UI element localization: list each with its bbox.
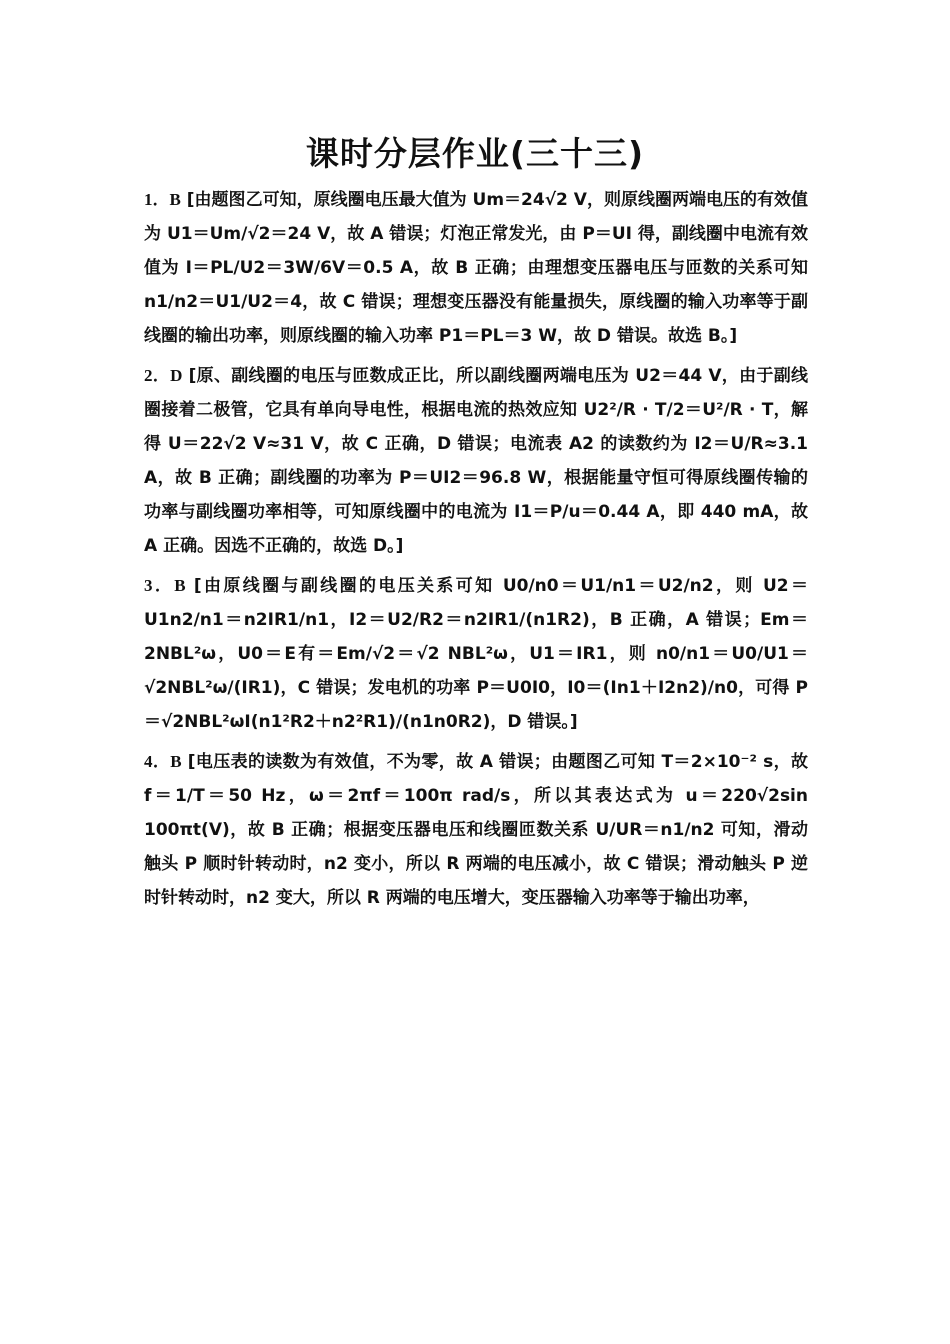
page-title: 课时分层作业(三十三) xyxy=(305,134,645,173)
answer-label: 4．B xyxy=(144,752,182,771)
answer-text: [电压表的读数为有效值，不为零，故 A 错误；由题图乙可知 T＝2×10⁻² s，故 f＝1/T＝50 Hz，ω＝2πf＝100π rad/s，所以其表达式为 u＝220√2sin 100πt(V)，故 B 正确；根据变压器电压和线圈匝数关系 U/UR＝n1/n2 可知，滑动触头 P 顺时针转动时，n2 变小，所以 R 两端的电压减小，故 C 错误；滑动触头 P 逆时针转动时，n2 变大，所以 R 两端的电压增大，变压器输入功率等于输出功率， xyxy=(144,752,808,908)
answer-item xyxy=(144,745,808,915)
answer-label: 1．B xyxy=(144,190,181,209)
answer-text: [由题图乙可知，原线圈电压最大值为 Um＝24√2 V，则原线圈两端电压的有效值为 U1＝Um/√2＝24 V，故 A 错误；灯泡正常发光，由 P＝UI 得，副线圈中电流有效值为 I＝PL/U2＝3W/6V＝0.5 A，故 B 正确；由理想变压器电压与匝数的关系可知 n1/n2＝U1/U2＝4，故 C 错误；理想变压器没有能量损失，原线圈的输入功率等于副线圈的输出功率，则原线圈的输入功率 P1＝PL＝3 W，故 D 错误。故选 B。] xyxy=(144,190,809,346)
answer-item xyxy=(144,359,808,563)
answer-label: 3．B xyxy=(144,576,186,595)
answer-item xyxy=(144,183,808,353)
answer-label: 2．D xyxy=(144,366,183,385)
answer-text: [由原线圈与副线圈的电压关系可知 U0/n0＝U1/n1＝U2/n2，则 U2＝U1n2/n1＝n2IR1/n1，I2＝U2/R2＝n2IR1/(n1R2)，B 正确，A 错误；Em＝2NBL²ω，U0＝E有＝Em/√2＝√2 NBL²ω，U1＝IR1，则 n0/n1＝U0/U1＝√2NBL²ω/(IR1)，C 错误；发电机的功率 P＝U0I0，I0＝(In1＋I2n2)/n0，可得 P＝√2NBL²ωI(n1²R2＋n2²R1)/(n1n0R2)，D 错误。] xyxy=(144,576,809,732)
answer-text: [原、副线圈的电压与匝数成正比，所以副线圈两端电压为 U2＝44 V，由于副线圈接着二极管，它具有单向导电性，根据电流的热效应知 U2²/R · T/2＝U²/R · T，解得 U＝22√2 V≈31 V，故 C 正确，D 错误；电流表 A2 的读数约为 I2＝U/R≈3.1 A，故 B 正确；副线圈的功率为 P＝UI2＝96.8 W，根据能量守恒可得原线圈传输的功率与副线圈功率相等，可知原线圈中的电流为 I1＝P/u＝0.44 A，即 440 mA，故 A 正确。因选不正确的，故选 D。] xyxy=(144,366,808,556)
answer-item xyxy=(144,569,808,739)
answer-list xyxy=(144,183,808,921)
